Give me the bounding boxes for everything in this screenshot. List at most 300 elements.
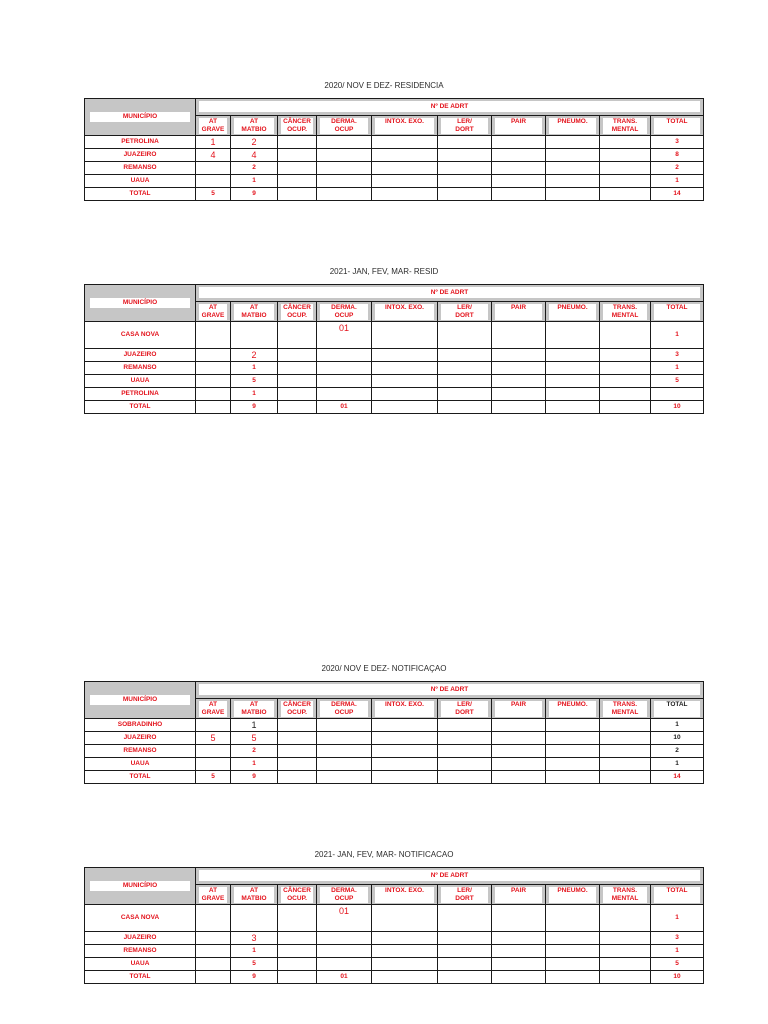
value-cell-intox-exo [372,175,438,188]
column-header-line: PNEUMO. [557,304,588,311]
value-cell-pair [492,375,546,388]
value-cell-derma-ocup: 01 [317,905,372,932]
column-header-label [654,887,700,903]
value-cell-at-grave [196,375,231,388]
municipio-cell: JUAZEIRO [85,149,196,162]
header-row-group [85,285,704,302]
value-cell-at-grave [196,162,231,175]
value-cell-cancer-ocup [278,745,317,758]
value-cell-at-matbio: 5 [231,958,278,971]
value-cell-intox-exo [372,958,438,971]
value-cell-trans-mental [600,971,651,984]
value-cell-pair [492,905,546,932]
value-cell-derma-ocup [317,758,372,771]
municipio-cell: UAUA [85,958,196,971]
municipio-cell: CASA NOVA [85,322,196,349]
value-cell-intox-exo [372,758,438,771]
column-header-line: GRAVE [201,895,225,902]
adrt-group-header [196,99,704,116]
column-header-label [495,304,542,320]
municipio-header-label: MUNICÍPIO [90,695,190,705]
column-header-line: LER/ [457,887,472,894]
municipio-header [85,682,196,719]
column-header-label [654,701,700,717]
value-cell-pneumo [546,136,600,149]
column-header-line: DERMA. [331,304,357,311]
value-cell-at-grave [196,401,231,414]
table-row [85,758,704,771]
column-header-pneumo [546,885,600,905]
column-header-label [549,304,596,320]
column-header-line: LER/ [457,118,472,125]
column-header-intox-exo [372,302,438,322]
column-header-label [199,887,227,903]
value-cell-derma-ocup [317,932,372,945]
adrt-table [84,284,704,414]
column-header-label [199,118,227,134]
header-row-group [85,682,704,699]
column-header-label [375,118,434,134]
value-cell-at-matbio: 3 [231,932,278,945]
value-cell-derma-ocup [317,349,372,362]
value-cell-pneumo [546,932,600,945]
value-cell-trans-mental [600,149,651,162]
value-cell-total: 3 [651,932,704,945]
value-cell-pair [492,349,546,362]
value-cell-at-matbio: 1 [231,388,278,401]
column-header-label [549,887,596,903]
value-cell-cancer-ocup [278,971,317,984]
municipio-cell: JUAZEIRO [85,349,196,362]
value-cell-ler-dort [438,958,492,971]
value-cell-at-matbio [231,905,278,932]
value-cell-ler-dort [438,175,492,188]
column-header-line: TOTAL [666,118,688,125]
adrt-group-label: Nº DE ADRT [199,870,700,881]
table-row [85,945,704,958]
column-header-cancer-ocup [278,885,317,905]
column-header-line: INTOX. EXO. [385,887,424,894]
value-cell-at-matbio: 5 [231,375,278,388]
value-cell-total: 1 [651,758,704,771]
value-cell-ler-dort [438,745,492,758]
column-header-pair [492,302,546,322]
column-header-line: AT [208,118,218,125]
value-cell-ler-dort [438,149,492,162]
column-header-line: PNEUMO. [557,887,588,894]
column-header-line: PNEUMO. [557,118,588,125]
column-header-cancer-ocup [278,699,317,719]
value-cell-at-matbio: 9 [231,771,278,784]
column-header-ler-dort [438,116,492,136]
value-cell-derma-ocup [317,745,372,758]
column-header-line: AT [208,304,218,311]
adrt-table [84,681,704,784]
column-header-line: TRANS. [612,118,638,125]
column-header-line: DERMA. [331,887,357,894]
value-cell-at-matbio: 9 [231,188,278,201]
adrt-group-label: Nº DE ADRT [199,684,700,695]
municipio-cell: UAUA [85,175,196,188]
municipio-header [85,99,196,136]
value-cell-trans-mental [600,905,651,932]
value-cell-ler-dort [438,932,492,945]
column-header-line: PAIR [510,887,527,894]
column-header-line: AT [208,887,218,894]
value-cell-pair [492,175,546,188]
column-header-line: DERMA. [331,701,357,708]
column-header-label [375,701,434,717]
table-row [85,905,704,932]
value-cell-intox-exo [372,732,438,745]
value-cell-pneumo [546,945,600,958]
column-header-line: INTOX. EXO. [385,701,424,708]
value-cell-trans-mental [600,932,651,945]
value-cell-total: 5 [651,375,704,388]
municipio-cell: UAUA [85,758,196,771]
value-cell-cancer-ocup [278,719,317,732]
column-header-line: AT [249,887,259,894]
column-header-line: DERMA. [331,118,357,125]
value-cell-trans-mental [600,945,651,958]
value-cell-ler-dort [438,349,492,362]
value-cell-pneumo [546,745,600,758]
column-header-label [495,701,542,717]
value-cell-at-grave [196,905,231,932]
value-cell-at-matbio: 1 [231,175,278,188]
value-cell-derma-ocup [317,719,372,732]
municipio-cell: JUAZEIRO [85,932,196,945]
column-header-line: MENTAL [611,312,639,319]
value-cell-derma-ocup: 01 [317,322,372,349]
column-header-at-grave [196,699,231,719]
value-cell-pneumo [546,322,600,349]
value-cell-ler-dort [438,362,492,375]
value-cell-pneumo [546,388,600,401]
adrt-group-label: Nº DE ADRT [199,287,700,298]
header-row-group [85,99,704,116]
column-header-label [234,118,274,134]
value-cell-cancer-ocup [278,905,317,932]
value-cell-total: 1 [651,362,704,375]
column-header-label [320,887,368,903]
column-header-line: OCUP [334,895,354,902]
value-cell-pair [492,136,546,149]
table-row [85,362,704,375]
value-cell-at-grave: 4 [196,149,231,162]
adrt-group-label: Nº DE ADRT [199,101,700,112]
value-cell-trans-mental [600,349,651,362]
value-cell-pair [492,945,546,958]
value-cell-trans-mental [600,388,651,401]
value-cell-at-grave: 5 [196,732,231,745]
value-cell-trans-mental [600,136,651,149]
value-cell-total: 10 [651,971,704,984]
table-title: 2020/ NOV E DEZ- NOTIFICAÇAO [321,664,447,673]
municipio-cell: TOTAL [85,188,196,201]
value-cell-pneumo [546,719,600,732]
column-header-label [549,701,596,717]
column-header-line: GRAVE [201,126,225,133]
value-cell-trans-mental [600,401,651,414]
value-cell-intox-exo [372,362,438,375]
column-header-label [549,118,596,134]
value-cell-ler-dort [438,905,492,932]
value-cell-at-grave [196,175,231,188]
column-header-line: MATBIO [241,126,267,133]
value-cell-derma-ocup [317,771,372,784]
value-cell-pneumo [546,362,600,375]
value-cell-cancer-ocup [278,349,317,362]
value-cell-ler-dort [438,758,492,771]
value-cell-pneumo [546,732,600,745]
column-header-line: TOTAL [666,304,688,311]
value-cell-at-matbio: 4 [231,149,278,162]
column-header-derma-ocup [317,885,372,905]
value-cell-ler-dort [438,136,492,149]
value-cell-at-matbio: 5 [231,732,278,745]
value-cell-pneumo [546,149,600,162]
column-header-pair [492,116,546,136]
column-header-at-matbio [231,885,278,905]
column-header-label [441,304,488,320]
column-header-label [603,887,647,903]
value-cell-at-grave [196,362,231,375]
column-header-at-grave [196,885,231,905]
column-header-line: MATBIO [241,312,267,319]
value-cell-total: 8 [651,149,704,162]
column-header-line: MENTAL [611,895,639,902]
table-row [85,958,704,971]
table-title: 2021- JAN, FEV, MAR- NOTIFICACAO [314,850,454,859]
column-header-label [234,304,274,320]
value-cell-ler-dort [438,719,492,732]
value-cell-at-matbio: 2 [231,136,278,149]
column-header-line: INTOX. EXO. [385,118,424,125]
value-cell-at-grave: 1 [196,136,231,149]
value-cell-pair [492,322,546,349]
value-cell-pair [492,932,546,945]
value-cell-at-grave [196,719,231,732]
value-cell-trans-mental [600,771,651,784]
value-cell-trans-mental [600,188,651,201]
column-header-label [441,887,488,903]
value-cell-cancer-ocup [278,388,317,401]
value-cell-ler-dort [438,322,492,349]
column-header-trans-mental [600,699,651,719]
table-row [85,732,704,745]
value-cell-derma-ocup [317,149,372,162]
value-cell-cancer-ocup [278,771,317,784]
value-cell-pneumo [546,188,600,201]
value-cell-derma-ocup [317,162,372,175]
value-cell-ler-dort [438,375,492,388]
column-header-intox-exo [372,885,438,905]
column-header-label [495,118,542,134]
value-cell-at-matbio: 1 [231,758,278,771]
value-cell-trans-mental [600,175,651,188]
value-cell-intox-exo [372,188,438,201]
value-cell-at-matbio: 9 [231,401,278,414]
value-cell-at-grave: 5 [196,771,231,784]
municipio-header-label: MUNICÍPIO [90,112,190,122]
value-cell-derma-ocup [317,175,372,188]
value-cell-intox-exo [372,349,438,362]
municipio-header [85,285,196,322]
column-header-label [320,118,368,134]
column-header-label [281,118,313,134]
value-cell-pneumo [546,758,600,771]
value-cell-cancer-ocup [278,322,317,349]
adrt-table [84,867,704,984]
value-cell-total: 1 [651,175,704,188]
value-cell-trans-mental [600,322,651,349]
municipio-header [85,868,196,905]
column-header-line: AT [249,701,259,708]
table-row [85,322,704,349]
column-header-line: PNEUMO. [557,701,588,708]
municipio-cell: REMANSO [85,362,196,375]
value-cell-at-grave [196,945,231,958]
column-header-at-grave [196,302,231,322]
value-cell-pneumo [546,349,600,362]
table-row [85,349,704,362]
municipio-cell: UAUA [85,375,196,388]
column-header-label [603,701,647,717]
column-header-line: OCUP [334,312,354,319]
value-cell-ler-dort [438,162,492,175]
value-cell-pair [492,388,546,401]
column-header-total [651,885,704,905]
value-cell-at-matbio: 2 [231,162,278,175]
column-header-label [281,887,313,903]
value-cell-trans-mental [600,758,651,771]
value-cell-total: 1 [651,719,704,732]
value-cell-at-matbio: 9 [231,971,278,984]
column-header-label [320,701,368,717]
column-header-line: CÂNCER [283,304,311,311]
value-cell-pair [492,745,546,758]
value-cell-trans-mental [600,162,651,175]
value-cell-intox-exo [372,905,438,932]
column-header-at-matbio [231,116,278,136]
column-header-label [603,304,647,320]
municipio-header-label: MUNICÍPIO [90,298,190,308]
column-header-line: DORT [455,709,474,716]
value-cell-cancer-ocup [278,945,317,958]
value-cell-cancer-ocup [278,375,317,388]
column-header-label [375,887,434,903]
column-header-label [441,701,488,717]
value-cell-cancer-ocup [278,188,317,201]
column-header-line: AT [208,701,218,708]
municipio-header-label: MUNICÍPIO [90,881,190,891]
value-cell-total: 1 [651,945,704,958]
table-title: 2021- JAN, FEV, MAR- RESID [329,267,439,276]
column-header-label [281,304,313,320]
table-row [85,932,704,945]
column-header-cancer-ocup [278,116,317,136]
value-cell-pneumo [546,375,600,388]
municipio-cell: TOTAL [85,771,196,784]
column-header-line: TRANS. [612,701,638,708]
column-header-label [654,118,700,134]
column-header-line: CÂNCER [283,701,311,708]
column-header-pair [492,699,546,719]
column-header-at-matbio [231,699,278,719]
value-cell-intox-exo [372,971,438,984]
column-header-at-grave [196,116,231,136]
value-cell-intox-exo [372,149,438,162]
value-cell-trans-mental [600,362,651,375]
column-header-ler-dort [438,885,492,905]
column-header-total [651,699,704,719]
column-header-line: TRANS. [612,887,638,894]
municipio-cell: TOTAL [85,401,196,414]
value-cell-total: 14 [651,188,704,201]
report-block-2 [0,265,768,414]
column-header-intox-exo [372,699,438,719]
column-header-line: TOTAL [666,701,688,708]
column-header-line: DORT [455,126,474,133]
table-title: 2020/ NOV E DEZ- RESIDENCIA [324,81,444,90]
value-cell-cancer-ocup [278,958,317,971]
value-cell-pneumo [546,771,600,784]
column-header-line: GRAVE [201,312,225,319]
municipio-cell: SOBRADINHO [85,719,196,732]
table-row [85,745,704,758]
value-cell-cancer-ocup [278,175,317,188]
value-cell-total: 10 [651,401,704,414]
report-block-1 [0,79,768,201]
column-header-line: AT [249,304,259,311]
value-cell-at-grave: 5 [196,188,231,201]
value-cell-derma-ocup [317,362,372,375]
value-cell-cancer-ocup [278,136,317,149]
column-header-ler-dort [438,699,492,719]
column-header-label [603,118,647,134]
column-header-line: PAIR [510,118,527,125]
value-cell-at-matbio: 1 [231,362,278,375]
adrt-table [84,98,704,201]
value-cell-trans-mental [600,732,651,745]
value-cell-pair [492,758,546,771]
value-cell-intox-exo [372,745,438,758]
value-cell-pair [492,958,546,971]
column-header-ler-dort [438,302,492,322]
table-row [85,136,704,149]
column-header-line: AT [249,118,259,125]
value-cell-intox-exo [372,388,438,401]
column-header-line: MENTAL [611,126,639,133]
value-cell-intox-exo [372,945,438,958]
table-row [85,375,704,388]
table-row [85,401,704,414]
value-cell-pair [492,362,546,375]
value-cell-pneumo [546,905,600,932]
value-cell-derma-ocup [317,945,372,958]
column-header-line: INTOX. EXO. [385,304,424,311]
column-header-line: GRAVE [201,709,225,716]
municipio-cell: REMANSO [85,945,196,958]
adrt-group-header [196,868,704,885]
adrt-group-header [196,682,704,699]
column-header-at-matbio [231,302,278,322]
value-cell-at-matbio: 1 [231,719,278,732]
column-header-pneumo [546,302,600,322]
column-header-pneumo [546,116,600,136]
value-cell-trans-mental [600,719,651,732]
